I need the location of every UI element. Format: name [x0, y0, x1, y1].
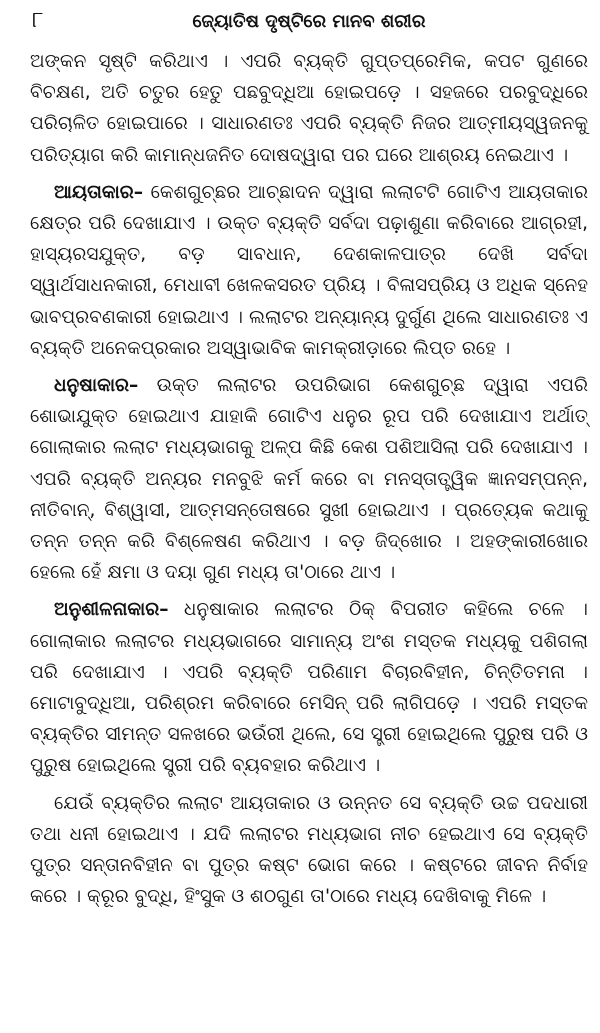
- page-header: [30, 0, 588, 46]
- paragraph-anushilanakar: [30, 594, 588, 781]
- term-ayatakar: ଆୟତାକାର–: [54, 181, 144, 203]
- running-title: ଜ୍ୟୋତିଷ ଦୃଷ୍ଟିରେ ମାନବ ଶରୀର: [192, 11, 426, 32]
- paragraph-continuation: [30, 46, 588, 171]
- paragraph-text: କେଶଗୁଚ୍ଛର ଆଚ୍ଛାଦନ ଦ୍ୱାରା ଲଲାଟଟି ଗୋଟିଏ ଆୟତାକାର କ୍ଷେତ୍ର ପରି ଦେଖାଯାଏ । ଉକ୍ତ ବ୍ୟକ୍ତି ସର୍ବଦା ପଢ଼ାଶୁଣା କରିବାରେ ଆଗ୍ରହୀ, ହାସ୍ୟରସଯୁକ୍ତ, ବଡ଼ ସାବଧାନ, ଦେଶକାଳପାତ୍ର ଦେଖି ସର୍ବଦା ସ୍ୱାର୍ଥସାଧନକାରୀ, ମେଧାବୀ ଖେଳକସରତ ପ୍ରିୟ । ବିଳାସପ୍ରିୟ ଓ ଅଧିକ ସ୍ନେହ ଭାବପ୍ରବଣକାରୀ ହୋଇଥାଏ । ଲଲାଟର ଅନ୍ୟାନ୍ୟ ଦୁର୍ଗୁଣ ଥିଲେ ସାଧାରଣତଃ ଏ ବ୍ୟକ୍ତି ଅନେକପ୍ରକାର ଅସ୍ୱାଭାବିକ କାମକ୍ରୀଡ଼ାରେ ଲିପ୍ତ ରହେ ।: [30, 181, 588, 359]
- paragraph-text: ଅଙ୍କନ ସୃଷ୍ଟି କରିଥାଏ । ଏପରି ବ୍ୟକ୍ତି ଗୁପ୍ତପ୍ରେମିକ, କପଟ ଗୁଣରେ ବିଚକ୍ଷଣ, ଅତି ଚତୁର ହେତୁ ପଛବୁଦ୍ଧିଆ ହୋଇପଡ଼େ । ସହଜରେ ପରବୁଦ୍ଧିରେ ପରିଚାଳିତ ହୋଇପାରେ । ସାଧାରଣତଃ ଏପରି ବ୍ୟକ୍ତି ନିଜର ଆତ୍ମୀୟସ୍ୱଜନକୁ ପରିତ୍ୟାଗ କରି କାମାନ୍ଧଜନିତ ଦୋଷଦ୍ୱାରା ପର ଘରେ ଆଶ୍ରୟ ନେଇଥାଏ ।: [30, 51, 588, 166]
- paragraph-closing: [30, 788, 588, 913]
- body-text: [30, 46, 588, 912]
- paragraph-ayatakar: [30, 177, 588, 364]
- page-number: ୮: [32, 8, 44, 33]
- paragraph-text: ଧନୁଷାକାର ଲଲାଟର ଠିକ୍ ବିପରୀତ କହିଲେ ଚଳେ । ଗୋଲାକାର ଲଲାଟର ମଧ୍ୟଭାଗରେ ସାମାନ୍ୟ ଅଂଶ ମସ୍ତକ ମଧ୍ୟକୁ ପଶିଗଲା ପରି ଦେଖାଯାଏ । ଏପରି ବ୍ୟକ୍ତି ପରିଣାମ ବିଚାରବିହୀନ, ଚିନ୍ତିତମନା । ମୋଟାବୁଦ୍ଧିଆ, ପରିଶ୍ରମ କରିବାରେ ମେସିନ୍ ପରି ଲାଗିପଡ଼େ । ଏପରି ମସ୍ତକ ବ୍ୟକ୍ତିର ସୀମନ୍ତ ସଳଖରେ ଭଉଁରୀ ଥିଲେ, ସେ ସ୍ତ୍ରୀ ହୋଇଥିଲେ ପୁରୁଷ ପରି ଓ ପୁରୁଷ ହୋଇଥିଲେ ସ୍ତ୍ରୀ ପରି ବ୍ୟବହାର କରିଥାଏ ।: [30, 599, 588, 777]
- term-dhanushakar: ଧନୁଷାକାର–: [54, 375, 139, 397]
- paragraph-text: ଯେଉଁ ବ୍ୟକ୍ତିର ଲଲାଟ ଆୟତାକାର ଓ ଉନ୍ନତ ସେ ବ୍ୟକ୍ତି ଉଚ୍ଚ ପଦଧାରୀ ତଥା ଧନୀ ହୋଇଥାଏ । ଯଦି ଲଲାଟର ମଧ୍ୟଭାଗ ନୀଚ ହେଇଥାଏ ସେ ବ୍ୟକ୍ତି ପୁତ୍ର ସନ୍ତାନବିହୀନ ବା ପୁତ୍ର କଷ୍ଟ ଭୋଗ କରେ । କଷ୍ଟରେ ଜୀବନ ନିର୍ବାହ କରେ । କ୍ରୂର ବୁଦ୍ଧି, ହିଂସୁକ ଓ ଶଠଗୁଣ ତା'ଠାରେ ମଧ୍ୟ ଦେଖିବାକୁ ମିଳେ ।: [30, 792, 588, 908]
- paragraph-text: ଉକ୍ତ ଲଲାଟର ଉପରିଭାଗ କେଶଗୁଚ୍ଛ ଦ୍ୱାରା ଏପରି ଶୋଭାଯୁକ୍ତ ହୋଇଥାଏ ଯାହାକି ଗୋଟିଏ ଧନୁର ରୂପ ପରି ଦେଖାଯାଏ ଅର୍ଥାତ୍ ଗୋଲାକାର ଲଲାଟ ମଧ୍ୟଭାଗକୁ ଅଳ୍ପ କିଛି କେଶ ପଶିଆସିଲା ପରି ଦେଖାଯାଏ । ଏପରି ବ୍ୟକ୍ତି ଅନ୍ୟର ମନବୁଝି କର୍ମ କରେ ବା ମନସ୍ତାତ୍ତ୍ୱିକ ଜ୍ଞାନସମ୍ପନ୍ନ, ନୀତିବାନ୍, ବିଶ୍ୱାସୀ, ଆତ୍ମସନ୍ତୋଷରେ ସୁଖୀ ହୋଇଥାଏ । ପ୍ରତ୍ୟେକ କଥାକୁ ତନ୍ନ ତନ୍ନ କରି ବିଶ୍ଳେଷଣ କରିଥାଏ । ବଡ଼ ଜିଦ୍‌ଖୋର । ଅହଙ୍କାରୀଖୋର ହେଲେ ହେଁ କ୍ଷମା ଓ ଦୟା ଗୁଣ ମଧ୍ୟ ତା'ଠାରେ ଥାଏ ।: [30, 375, 588, 584]
- paragraph-dhanushakar: [30, 370, 588, 588]
- term-anushilanakar: ଅନୁଶୀଳନାକାର–: [54, 599, 169, 621]
